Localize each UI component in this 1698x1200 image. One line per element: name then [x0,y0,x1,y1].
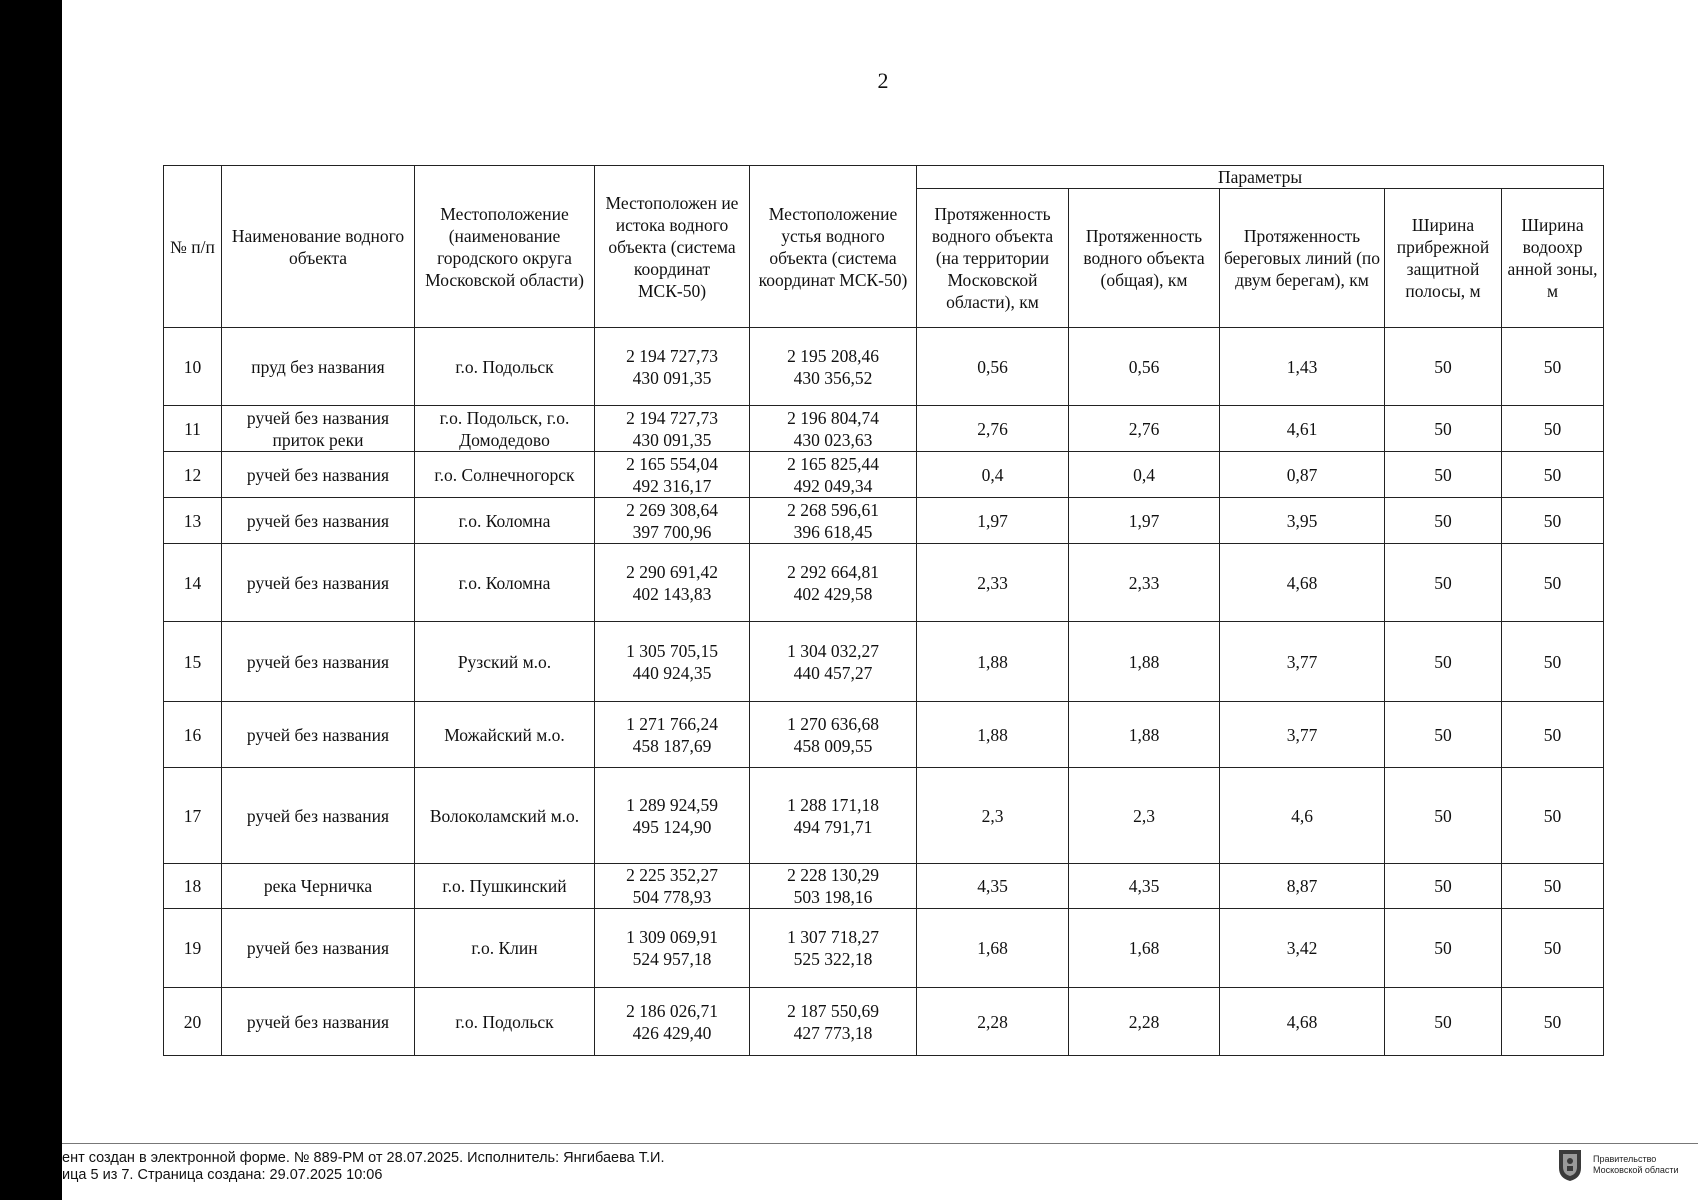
cell-num: 12 [164,452,222,498]
cell-location: г.о. Подольск [415,988,595,1056]
mouth-x: 1 288 171,18 [787,794,879,815]
cell-shoreline: 3,77 [1220,702,1385,768]
mouth-x: 1 270 636,68 [787,713,879,734]
source-y: 426 429,40 [632,1022,712,1043]
mouth-x: 2 196 804,74 [787,407,879,428]
cell-mouth [750,544,917,622]
cell-length-total: 1,68 [1069,909,1220,988]
table-row [164,702,1604,768]
cell-source [595,988,750,1056]
source-y: 458 187,69 [632,735,712,756]
cell-source [595,328,750,406]
table-row [164,498,1604,544]
header-parameters: Параметры [917,166,1604,189]
cell-name: пруд без названия [222,328,415,406]
cell-coastal-width: 50 [1385,452,1502,498]
cell-coastal-width: 50 [1385,498,1502,544]
source-x: 2 290 691,42 [626,561,718,582]
cell-source [595,452,750,498]
header-length-total: Протяженность водного объекта (общая), км [1069,189,1220,328]
cell-shoreline: 4,68 [1220,544,1385,622]
cell-length-total: 1,97 [1069,498,1220,544]
cell-name: река Черничка [222,864,415,909]
source-y: 430 091,35 [632,367,712,388]
cell-source [595,406,750,452]
cell-coastal-width: 50 [1385,864,1502,909]
cell-name: ручей без названия приток реки [222,406,415,452]
cell-mouth [750,864,917,909]
mouth-y: 525 322,18 [793,949,873,969]
cell-length-region: 0,56 [917,328,1069,406]
cell-coastal-width: 50 [1385,544,1502,622]
cell-shoreline: 3,42 [1220,909,1385,988]
cell-length-total: 2,3 [1069,768,1220,864]
table-header [164,166,1604,328]
cell-num: 19 [164,909,222,988]
cell-coastal-width: 50 [1385,909,1502,988]
source-x: 2 186 026,71 [626,1000,718,1021]
cell-source [595,864,750,909]
cell-mouth [750,406,917,452]
cell-name: ручей без названия [222,544,415,622]
cell-protection-width: 50 [1502,864,1604,909]
page-number: 2 [877,68,889,93]
table-row [164,768,1604,864]
cell-length-region: 0,4 [917,452,1069,498]
footer-line-2: ица 5 из 7. Страница создана: 29.07.2025 10:06 [62,1167,383,1183]
cell-mouth [750,452,917,498]
header-location: Местоположение (наименование городского округа Московской области) [415,166,595,328]
cell-num: 18 [164,864,222,909]
source-x: 2 194 727,73 [626,345,718,366]
water-objects-table [163,165,1604,1056]
cell-shoreline: 4,6 [1220,768,1385,864]
cell-protection-width: 50 [1502,622,1604,702]
header-length-region: Протяженность водного объекта (на территории Московской области), км [917,189,1069,328]
source-y: 492 316,17 [632,475,712,496]
cell-source [595,544,750,622]
header-source: Местоположен ие истока водного объекта (система координат МСК-50) [595,166,750,328]
header-shoreline: Протяженность береговых линий (по двум берегам), км [1220,189,1385,328]
cell-length-total: 4,35 [1069,864,1220,909]
cell-shoreline: 3,77 [1220,622,1385,702]
cell-shoreline: 0,87 [1220,452,1385,498]
cell-shoreline: 3,95 [1220,498,1385,544]
source-x: 2 194 727,73 [626,407,718,428]
source-y: 504 778,93 [632,887,712,907]
table-row [164,406,1604,452]
mouth-x: 2 165 825,44 [787,453,879,474]
cell-mouth [750,909,917,988]
cell-mouth [750,328,917,406]
source-y: 440 924,35 [632,662,712,683]
cell-length-total: 2,33 [1069,544,1220,622]
cell-num: 20 [164,988,222,1056]
cell-length-region: 2,33 [917,544,1069,622]
footer [62,1150,664,1184]
cell-name: ручей без названия [222,768,415,864]
cell-location: г.о. Солнечногорск [415,452,595,498]
mouth-x: 2 195 208,46 [787,345,879,366]
cell-length-total: 0,4 [1069,452,1220,498]
cell-protection-width: 50 [1502,452,1604,498]
cell-protection-width: 50 [1502,328,1604,406]
cell-location: Рузский м.о. [415,622,595,702]
cell-length-region: 2,76 [917,406,1069,452]
mouth-y: 458 009,55 [793,735,873,756]
cell-length-region: 1,97 [917,498,1069,544]
cell-mouth [750,622,917,702]
mouth-x: 2 292 664,81 [787,561,879,582]
table-body [164,328,1604,1056]
cell-coastal-width: 50 [1385,702,1502,768]
cell-protection-width: 50 [1502,498,1604,544]
cell-source [595,768,750,864]
source-x: 1 305 705,15 [626,640,718,661]
mouth-y: 492 049,34 [793,475,873,496]
source-x: 1 271 766,24 [626,713,718,734]
cell-name: ручей без названия [222,702,415,768]
cell-num: 11 [164,406,222,452]
cell-coastal-width: 50 [1385,406,1502,452]
mouth-y: 430 356,52 [793,367,873,388]
cell-shoreline: 4,61 [1220,406,1385,452]
mouth-x: 2 228 130,29 [787,865,879,885]
cell-source [595,498,750,544]
header-protection-width: Ширина водоохр анной зоны, м [1502,189,1604,328]
cell-length-region: 2,3 [917,768,1069,864]
cell-name: ручей без названия [222,988,415,1056]
scan-left-edge [0,0,62,1200]
table-row [164,864,1604,909]
cell-name: ручей без названия [222,452,415,498]
cell-mouth [750,988,917,1056]
cell-protection-width: 50 [1502,988,1604,1056]
cell-source [595,622,750,702]
source-y: 402 143,83 [632,583,712,604]
cell-location: г.о. Коломна [415,498,595,544]
org-label [1593,1154,1679,1176]
cell-protection-width: 50 [1502,909,1604,988]
cell-location: Волоколамский м.о. [415,768,595,864]
cell-name: ручей без названия [222,498,415,544]
header-num: № п/п [164,166,222,328]
mouth-x: 2 268 596,61 [787,499,879,520]
mouth-y: 440 457,27 [793,662,873,683]
cell-shoreline: 1,43 [1220,328,1385,406]
mouth-y: 430 023,63 [793,429,873,450]
footer-divider [62,1143,1698,1144]
header-name: Наименование водного объекта [222,166,415,328]
cell-source [595,909,750,988]
source-x: 1 309 069,91 [626,927,718,947]
mouth-y: 503 198,16 [793,887,873,907]
cell-mouth [750,702,917,768]
cell-length-total: 2,76 [1069,406,1220,452]
mouth-y: 402 429,58 [793,583,873,604]
cell-length-total: 0,56 [1069,328,1220,406]
cell-coastal-width: 50 [1385,768,1502,864]
org-line-2: Московской области [1593,1165,1679,1175]
mouth-x: 1 304 032,27 [787,640,879,661]
cell-num: 10 [164,328,222,406]
table-row [164,622,1604,702]
mouth-y: 494 791,71 [793,816,873,837]
cell-mouth [750,768,917,864]
cell-length-total: 1,88 [1069,702,1220,768]
header-coastal-width: Ширина прибрежной защитной полосы, м [1385,189,1502,328]
mouth-y: 396 618,45 [793,521,873,542]
cell-length-region: 1,88 [917,702,1069,768]
cell-location: г.о. Подольск, г.о. Домодедово [415,406,595,452]
cell-protection-width: 50 [1502,406,1604,452]
cell-mouth [750,498,917,544]
cell-num: 17 [164,768,222,864]
source-y: 524 957,18 [632,949,712,969]
table-row [164,909,1604,988]
source-x: 2 225 352,27 [626,865,718,885]
source-y: 397 700,96 [632,521,712,542]
cell-num: 16 [164,702,222,768]
mouth-x: 2 187 550,69 [787,1000,879,1021]
source-x: 2 269 308,64 [626,499,718,520]
cell-length-region: 4,35 [917,864,1069,909]
table-row [164,452,1604,498]
cell-location: г.о. Пушкинский [415,864,595,909]
cell-num: 15 [164,622,222,702]
cell-location: г.о. Клин [415,909,595,988]
mouth-x: 1 307 718,27 [787,927,879,947]
cell-length-region: 2,28 [917,988,1069,1056]
source-y: 430 091,35 [632,429,712,450]
footer-line-1: ент создан в электронной форме. № 889-РМ от 28.07.2025. Исполнитель: Янгибаева Т.И. [62,1150,665,1166]
cell-protection-width: 50 [1502,702,1604,768]
mouth-y: 427 773,18 [793,1022,873,1043]
cell-coastal-width: 50 [1385,988,1502,1056]
cell-name: ручей без названия [222,909,415,988]
table-row [164,328,1604,406]
cell-shoreline: 4,68 [1220,988,1385,1056]
cell-coastal-width: 50 [1385,328,1502,406]
coat-of-arms-icon [1557,1148,1583,1182]
cell-length-total: 1,88 [1069,622,1220,702]
cell-protection-width: 50 [1502,544,1604,622]
cell-length-total: 2,28 [1069,988,1220,1056]
cell-location: Можайский м.о. [415,702,595,768]
cell-num: 14 [164,544,222,622]
cell-name: ручей без названия [222,622,415,702]
cell-coastal-width: 50 [1385,622,1502,702]
org-line-1: Правительство [1593,1154,1657,1164]
source-y: 495 124,90 [632,816,712,837]
cell-source [595,702,750,768]
table-row [164,988,1604,1056]
header-mouth: Местоположение устья водного объекта (система координат МСК-50) [750,166,917,328]
cell-num: 13 [164,498,222,544]
cell-location: г.о. Коломна [415,544,595,622]
cell-length-region: 1,68 [917,909,1069,988]
source-x: 2 165 554,04 [626,453,718,474]
cell-protection-width: 50 [1502,768,1604,864]
table-row [164,544,1604,622]
cell-location: г.о. Подольск [415,328,595,406]
cell-length-region: 1,88 [917,622,1069,702]
source-x: 1 289 924,59 [626,794,718,815]
cell-shoreline: 8,87 [1220,864,1385,909]
